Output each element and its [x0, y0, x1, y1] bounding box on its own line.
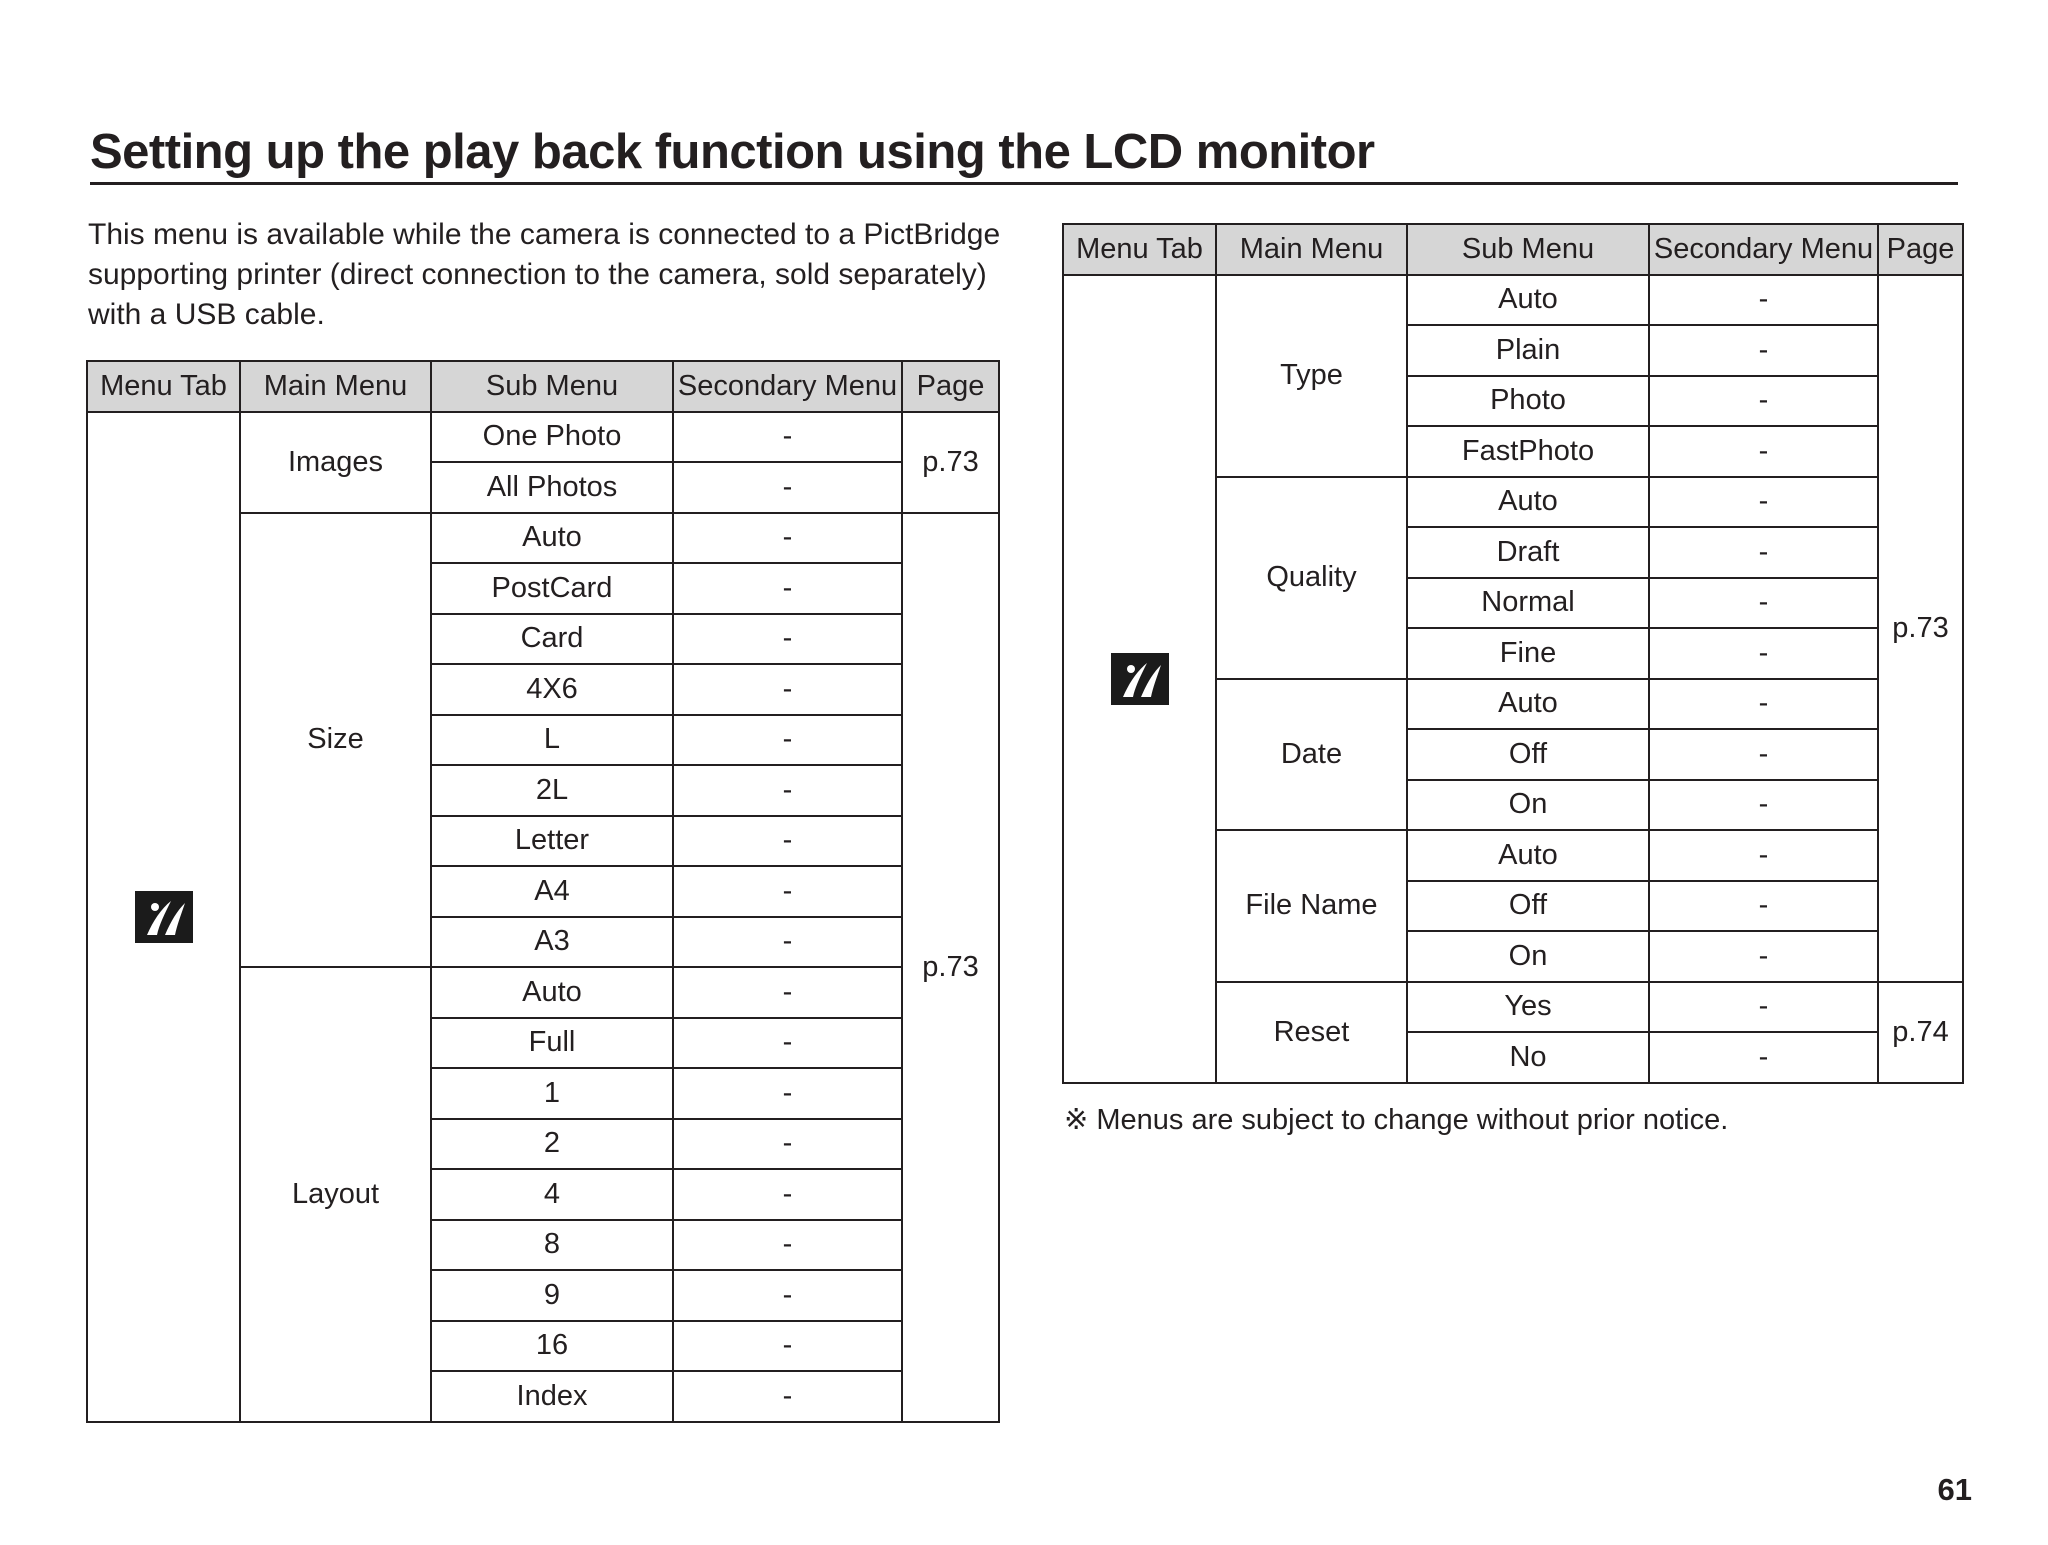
- secondary-menu-cell: -: [673, 664, 902, 715]
- secondary-menu-cell: -: [1649, 881, 1878, 932]
- table-header-row: [87, 361, 999, 412]
- secondary-menu-cell: -: [1649, 275, 1878, 326]
- secondary-menu-cell: -: [1649, 527, 1878, 578]
- sub-menu-cell: 4: [431, 1169, 673, 1220]
- secondary-menu-cell: -: [673, 1220, 902, 1271]
- right-menu-table: [1062, 223, 1964, 1084]
- sub-menu-cell: Auto: [1407, 477, 1649, 528]
- page-number: 61: [1937, 1472, 1972, 1507]
- sub-menu-cell: All Photos: [431, 462, 673, 513]
- main-menu-cell: Type: [1216, 275, 1407, 477]
- secondary-menu-cell: -: [673, 462, 902, 513]
- sub-menu-cell: Off: [1407, 881, 1649, 932]
- sub-menu-cell: 2L: [431, 765, 673, 816]
- secondary-menu-cell: -: [1649, 729, 1878, 780]
- sub-menu-cell: Plain: [1407, 325, 1649, 376]
- header-page: Page: [1878, 224, 1963, 275]
- secondary-menu-cell: -: [673, 816, 902, 867]
- header-secondary-menu: Secondary Menu: [673, 361, 902, 412]
- sub-menu-cell: PostCard: [431, 563, 673, 614]
- sub-menu-cell: Card: [431, 614, 673, 665]
- pictbridge-print-icon: [135, 891, 193, 943]
- page-ref-cell: p.73: [902, 412, 999, 513]
- secondary-menu-cell: -: [673, 1321, 902, 1372]
- header-page: Page: [902, 361, 999, 412]
- table-row: [87, 412, 999, 463]
- main-menu-cell: File Name: [1216, 830, 1407, 982]
- change-notice: ※ Menus are subject to change without prior notice.: [1064, 1104, 1729, 1136]
- sub-menu-cell: Auto: [431, 513, 673, 564]
- sub-menu-cell: Yes: [1407, 982, 1649, 1033]
- main-menu-cell: Reset: [1216, 982, 1407, 1083]
- sub-menu-cell: 8: [431, 1220, 673, 1271]
- page-ref-cell: p.73: [1878, 275, 1963, 982]
- secondary-menu-cell: -: [673, 765, 902, 816]
- menu-tab-cell: [87, 412, 240, 1422]
- sub-menu-cell: FastPhoto: [1407, 426, 1649, 477]
- sub-menu-cell: A4: [431, 866, 673, 917]
- left-table-body: [87, 412, 999, 1422]
- secondary-menu-cell: -: [673, 412, 902, 463]
- secondary-menu-cell: -: [673, 1018, 902, 1069]
- secondary-menu-cell: -: [673, 614, 902, 665]
- sub-menu-cell: Normal: [1407, 578, 1649, 629]
- secondary-menu-cell: -: [673, 866, 902, 917]
- page-ref-cell: p.74: [1878, 982, 1963, 1083]
- secondary-menu-cell: -: [673, 1169, 902, 1220]
- secondary-menu-cell: -: [673, 917, 902, 968]
- secondary-menu-cell: -: [1649, 982, 1878, 1033]
- header-main-menu: Main Menu: [1216, 224, 1407, 275]
- secondary-menu-cell: -: [1649, 679, 1878, 730]
- intro-paragraph: This menu is available while the camera is connected to a PictBridge supporting printer (direct connection to the camera, sold separately) with a USB cable.: [88, 218, 1001, 331]
- secondary-menu-cell: -: [1649, 830, 1878, 881]
- secondary-menu-cell: -: [673, 1119, 902, 1170]
- sub-menu-cell: Full: [431, 1018, 673, 1069]
- page-ref-cell: p.73: [902, 513, 999, 1422]
- secondary-menu-cell: -: [1649, 426, 1878, 477]
- table-row: [1063, 275, 1963, 326]
- main-menu-cell: Quality: [1216, 477, 1407, 679]
- header-sub-menu: Sub Menu: [1407, 224, 1649, 275]
- pictbridge-print-icon: [1111, 653, 1169, 705]
- secondary-menu-cell: -: [1649, 376, 1878, 427]
- sub-menu-cell: One Photo: [431, 412, 673, 463]
- sub-menu-cell: Auto: [1407, 679, 1649, 730]
- secondary-menu-cell: -: [1649, 628, 1878, 679]
- main-menu-cell: Size: [240, 513, 431, 968]
- main-menu-cell: Images: [240, 412, 431, 513]
- sub-menu-cell: No: [1407, 1032, 1649, 1083]
- secondary-menu-cell: -: [1649, 1032, 1878, 1083]
- sub-menu-cell: Auto: [431, 967, 673, 1018]
- secondary-menu-cell: -: [1649, 477, 1878, 528]
- secondary-menu-cell: -: [1649, 780, 1878, 831]
- sub-menu-cell: Auto: [1407, 830, 1649, 881]
- header-menu-tab: Menu Tab: [1063, 224, 1216, 275]
- header-sub-menu: Sub Menu: [431, 361, 673, 412]
- sub-menu-cell: 16: [431, 1321, 673, 1372]
- secondary-menu-cell: -: [1649, 578, 1878, 629]
- sub-menu-cell: 1: [431, 1068, 673, 1119]
- secondary-menu-cell: -: [673, 715, 902, 766]
- sub-menu-cell: 9: [431, 1270, 673, 1321]
- sub-menu-cell: 4X6: [431, 664, 673, 715]
- sub-menu-cell: Photo: [1407, 376, 1649, 427]
- main-menu-cell: Layout: [240, 967, 431, 1422]
- sub-menu-cell: Auto: [1407, 275, 1649, 326]
- secondary-menu-cell: -: [673, 563, 902, 614]
- secondary-menu-cell: -: [673, 1270, 902, 1321]
- header-secondary-menu: Secondary Menu: [1649, 224, 1878, 275]
- sub-menu-cell: On: [1407, 780, 1649, 831]
- sub-menu-cell: Index: [431, 1371, 673, 1422]
- sub-menu-cell: On: [1407, 931, 1649, 982]
- secondary-menu-cell: -: [673, 1068, 902, 1119]
- sub-menu-cell: A3: [431, 917, 673, 968]
- menu-tab-cell: [1063, 275, 1216, 1083]
- secondary-menu-cell: -: [1649, 325, 1878, 376]
- page-title: Setting up the play back function using the LCD monitor: [90, 122, 1958, 185]
- sub-menu-cell: Draft: [1407, 527, 1649, 578]
- secondary-menu-cell: -: [673, 1371, 902, 1422]
- secondary-menu-cell: -: [1649, 931, 1878, 982]
- left-menu-table: [86, 360, 1000, 1423]
- secondary-menu-cell: -: [673, 513, 902, 564]
- secondary-menu-cell: -: [673, 967, 902, 1018]
- header-main-menu: Main Menu: [240, 361, 431, 412]
- header-menu-tab: Menu Tab: [87, 361, 240, 412]
- sub-menu-cell: 2: [431, 1119, 673, 1170]
- table-header-row: [1063, 224, 1963, 275]
- sub-menu-cell: Off: [1407, 729, 1649, 780]
- sub-menu-cell: Fine: [1407, 628, 1649, 679]
- main-menu-cell: Date: [1216, 679, 1407, 831]
- sub-menu-cell: Letter: [431, 816, 673, 867]
- sub-menu-cell: L: [431, 715, 673, 766]
- right-table-body: [1063, 275, 1963, 1083]
